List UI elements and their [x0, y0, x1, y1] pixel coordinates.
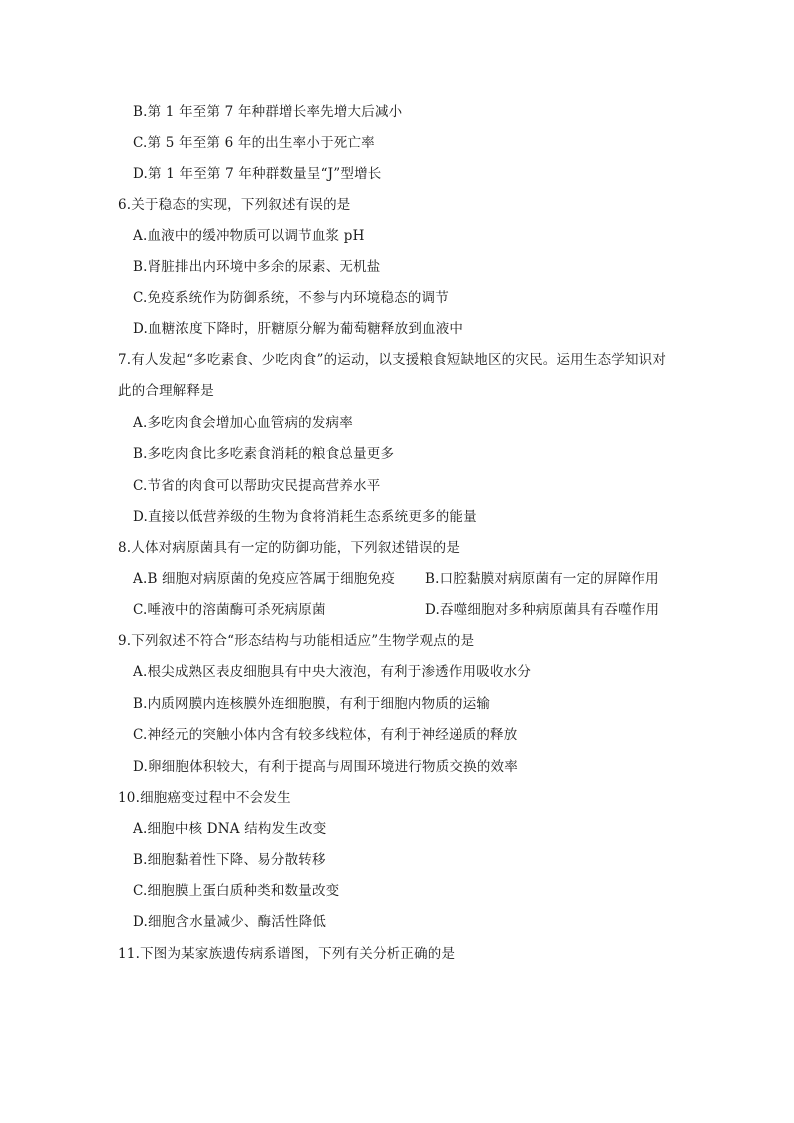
q9-option-d: D.卵细胞体积较大，有利于提高与周围环境进行物质交换的效率 — [133, 759, 518, 775]
q8-option-d: D.吞噬细胞对多种病原菌具有吞噬作用 — [425, 602, 660, 618]
q7-option-a: A.多吃肉食会增加心血管病的发病率 — [133, 415, 353, 431]
q9-stem: 9.下列叙述不符合“形态结构与功能相适应”生物学观点的是 — [118, 633, 475, 649]
q8-stem: 8.人体对病原菌具有一定的防御功能，下列叙述错误的是 — [118, 540, 461, 556]
q5-option-d: D.第 1 年至第 7 年种群数量呈“J”型增长 — [133, 166, 382, 182]
q6-option-a: A.血液中的缓冲物质可以调节血浆 pH — [133, 228, 365, 244]
q7-option-d: D.直接以低营养级的生物为食将消耗生态系统更多的能量 — [133, 509, 477, 525]
q6-option-b: B.肾脏排出内环境中多余的尿素、无机盐 — [133, 259, 381, 275]
q7-stem-line1: 7.有人发起“多吃素食、少吃肉食”的运动，以支援粮食短缺地区的灾民。运用生态学知识对 — [118, 352, 667, 368]
q10-option-a: A.细胞中核 DNA 结构发生改变 — [133, 821, 327, 837]
q10-option-b: B.细胞黏着性下降、易分散转移 — [133, 852, 326, 868]
q10-option-d: D.细胞含水量减少、酶活性降低 — [133, 914, 327, 930]
q11-stem: 11.下图为某家族遗传病系谱图，下列有关分析正确的是 — [118, 946, 456, 962]
q6-option-c: C.免疫系统作为防御系统，不参与内环境稳态的调节 — [133, 290, 449, 306]
q9-option-b: B.内质网膜内连核膜外连细胞膜，有利于细胞内物质的运输 — [133, 696, 491, 712]
q6-stem: 6.关于稳态的实现，下列叙述有误的是 — [118, 197, 351, 213]
q6-option-d: D.血糖浓度下降时，肝糖原分解为葡萄糖释放到血液中 — [133, 321, 464, 337]
q8-option-a: A.B 细胞对病原菌的免疫应答属于细胞免疫 — [133, 571, 395, 587]
q8-option-b: B.口腔黏膜对病原菌有一定的屏障作用 — [425, 571, 659, 587]
q7-option-b: B.多吃肉食比多吃素食消耗的粮食总量更多 — [133, 446, 395, 462]
q9-option-c: C.神经元的突触小体内含有较多线粒体，有利于神经递质的释放 — [133, 727, 518, 743]
q5-option-c: C.第 5 年至第 6 年的出生率小于死亡率 — [133, 135, 375, 151]
q8-option-c: C.唾液中的溶菌酶可杀死病原菌 — [133, 602, 326, 618]
q7-option-c: C.节省的肉食可以帮助灾民提高营养水平 — [133, 478, 381, 494]
q5-option-b: B.第 1 年至第 7 年种群增长率先增大后减小 — [133, 104, 403, 120]
q10-stem: 10.细胞癌变过程中不会发生 — [118, 790, 291, 806]
q7-stem-line2: 此的合理解释是 — [118, 383, 214, 399]
q10-option-c: C.细胞膜上蛋白质种类和数量改变 — [133, 883, 340, 899]
q9-option-a: A.根尖成熟区表皮细胞具有中央大液泡，有利于渗透作用吸收水分 — [133, 664, 532, 680]
